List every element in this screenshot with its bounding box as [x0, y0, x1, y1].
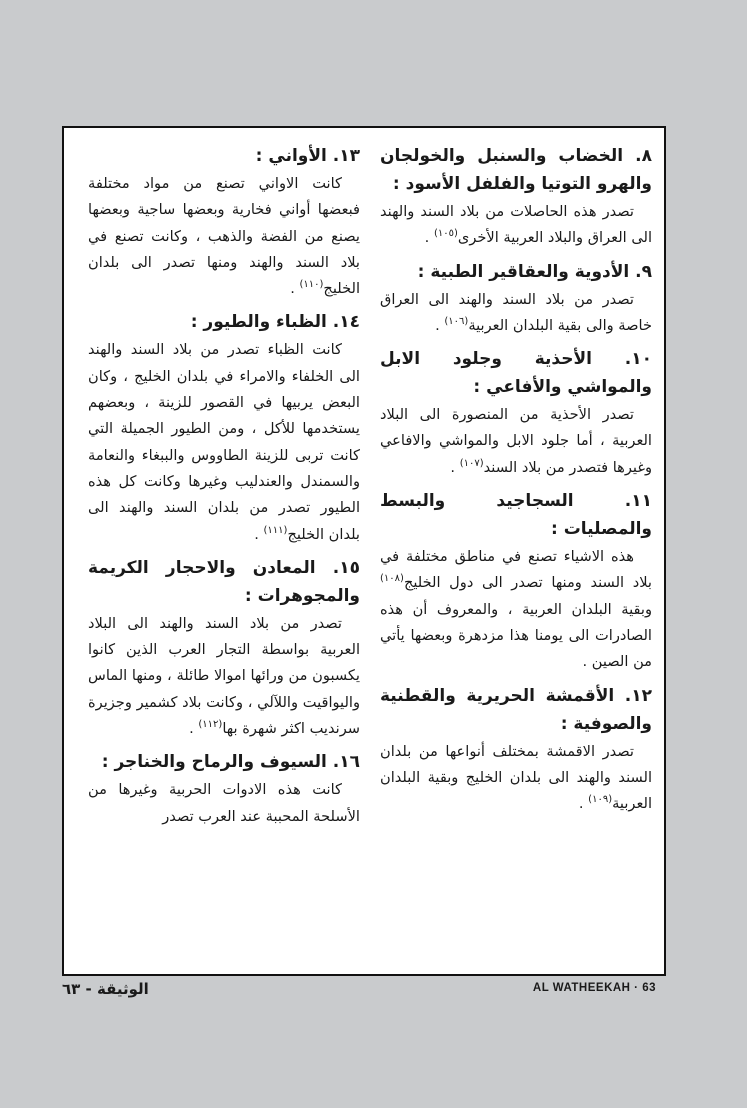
section-15: [88, 554, 360, 742]
page-frame: [62, 126, 666, 976]
footnote-ref: (١٠٩): [588, 794, 613, 806]
section-heading: ١٢. الأقمشة الحريرية والقطنية والصوفية :: [380, 685, 652, 734]
footnote-ref: (١١١): [263, 524, 288, 536]
section-body: تصدر من بلاد السند والهند الى البلاد العربية بواسطة التجار العرب الذين كانوا يكسبون من ورائها اموالا طائلة ، ومنها الماس واليواقيت واللآلي ، وكانت بلاد كشمير وجزيرة سرنديب اكثر شهرة بها$^{(١١٢)}$ .: [88, 614, 360, 738]
section-heading: ١٠. الأحذية وجلود الابل والمواشي والأفاعي :: [380, 349, 652, 398]
section-body: كانت الاواني تصنع من مواد مختلفة فبعضها أواني فخارية وبعضها ساجية وبعضها يصنع من الفضة والذهب ، وكانت تصنع في بلاد السند والهند ومنها تصدر الى بلدان الخليج$^{(١١٠)}$ .: [88, 175, 360, 298]
section-body: كانت هذه الادوات الحربية وغيرها من الأسلحة المحببة عند العرب تصدر: [88, 781, 360, 825]
section-16: [88, 748, 360, 830]
footnote-ref: (١١٠): [299, 279, 324, 291]
section-body: هذه الاشياء تصنع في مناطق مختلفة في بلاد السند ومنها تصدر الى دول الخليج$^{(١٠٨)}$ وبقية البلدان العربية ، والمعروف أن هذه الصادرات الى يومنا هذا مزدهرة وبعضها يأتي من الصين .: [380, 548, 652, 671]
section-14: [88, 308, 360, 547]
section-body: تصدر هذه الحاصلات من بلاد السند والهند الى العراق والبلاد العربية الأخرى$^{(١٠٥)}$ .: [380, 203, 652, 247]
footnote-ref: (١٠٨): [380, 573, 404, 585]
section-body: تصدر الاقمشة بمختلف أنواعها من بلدان السند والهند الى بلدان الخليج وبقية البلدان العربية$^{(١٠٩)}$ .: [380, 742, 652, 813]
right-column: [380, 142, 652, 823]
left-column: [88, 142, 360, 836]
section-heading: ١١. السجاجيد والبسط والمصليات :: [380, 491, 652, 540]
footnote-ref: (١١٢): [198, 719, 223, 731]
section-body: تصدر من بلاد السند والهند الى العراق خاصة والى بقية البلدان العربية$^{(١٠٦)}$ .: [380, 290, 652, 334]
section-13: [88, 142, 360, 302]
section-heading: ١٦. السيوف والرماح والخناجر :: [101, 752, 360, 773]
section-9: [380, 258, 652, 340]
section-heading: ١٥. المعادن والاحجار الكريمة والمجوهرات :: [88, 557, 360, 606]
section-10: [380, 345, 652, 481]
section-heading: ٨. الخضاب والسنبل والخولجان والهرو التوتيا والفلفل الأسود :: [380, 146, 652, 194]
footnote-ref: (١٠٥): [433, 228, 458, 240]
section-body: تصدر الأحذية من المنصورة الى البلاد العربية ، أما جلود الابل والمواشي والافاعي وغيرها فتصدر من بلاد السند$^{(١٠٧)}$ .: [380, 406, 652, 476]
section-heading: ٩. الأدوية والعقاقير الطبية :: [417, 261, 652, 282]
page-footer: [62, 980, 666, 1000]
footnote-ref: (١٠٦): [444, 316, 469, 328]
section-heading: ١٤. الظباء والطيور :: [190, 312, 360, 333]
footer-arabic-page-number: الوثيقة - ٦٣: [62, 980, 149, 998]
section-12: [380, 682, 652, 818]
section-heading: ١٣. الأواني :: [255, 146, 360, 166]
section-8: [380, 142, 652, 252]
section-11: [380, 487, 652, 675]
footer-magazine-page-number: AL WATHEEKAH · 63: [532, 982, 656, 994]
footnote-ref: (١٠٧): [459, 457, 484, 469]
section-body: كانت الظباء تصدر من بلاد السند والهند الى الخلفاء والامراء في بلدان الخليج ، وكان البعض يربيها في القصور للزينة ، وبعضهم يستخدمها للأكل ، ومن الطيور الجميلة التي كانت تربى للزينة الطاووس والببغاء والنعامة والسمندل والعندليب وغيرها وكانت كل هذه الطيور تصدر من بلدان السند والهند الى بلدان الخليج$^{(١١١)}$ .: [88, 341, 360, 543]
